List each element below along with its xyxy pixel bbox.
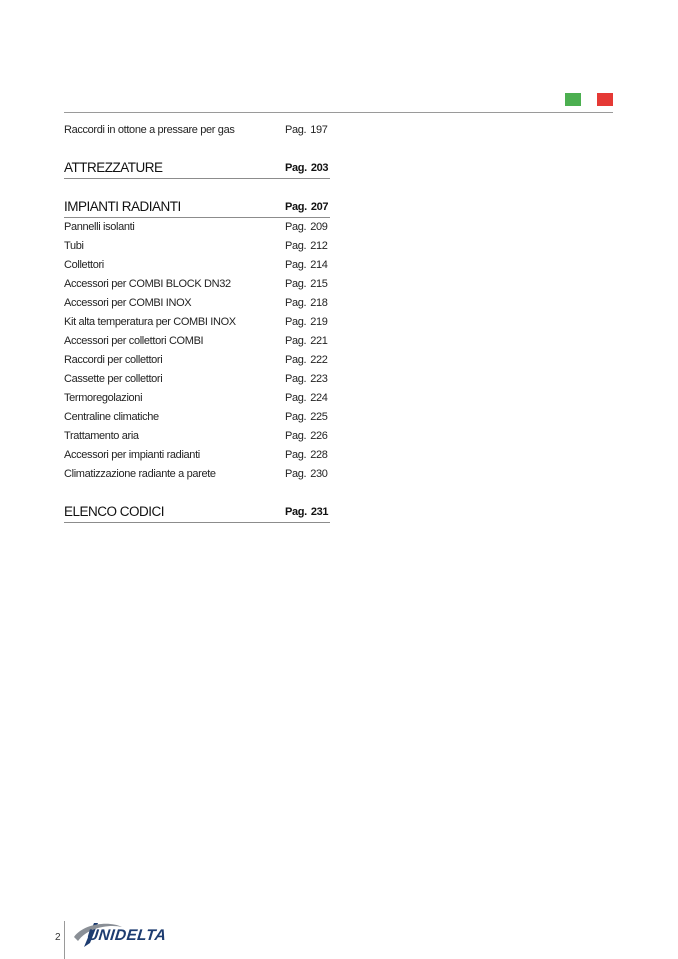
toc-entry[interactable] [64,446,330,465]
toc-entry-label: Raccordi per collettori [64,354,163,366]
toc-heading-page: Pag. 231 [285,506,329,518]
red-square-icon [597,93,613,106]
toc-heading-label: IMPIANTI RADIANTI [64,199,181,214]
toc-entry-page: Pag. 209 [285,221,328,233]
toc-entry-page: Pag. 214 [285,259,328,271]
toc-entry-label: Pannelli isolanti [64,221,135,233]
toc-heading-page: Pag. 203 [285,162,329,174]
toc-entry-label: Termoregolazioni [64,392,143,404]
toc-entry-page: Pag. 219 [285,316,328,328]
toc-entry-label: Trattamento aria [64,430,139,442]
logo-wordmark: UNIDELTA [86,927,168,944]
page-number: 2 [55,932,61,943]
toc-entry[interactable] [64,121,330,140]
toc-entry-page: Pag. 215 [285,278,328,290]
toc-entry[interactable] [64,218,330,237]
toc-entry[interactable] [64,465,330,484]
toc-entry-page: Pag. 228 [285,449,328,461]
toc-entry-label: Accessori per impianti radianti [64,449,200,461]
toc-entry-page: Pag. 224 [285,392,328,404]
toc-entry-label: Accessori per COMBI BLOCK DN32 [64,278,231,290]
toc-entry-label: Climatizzazione radiante a parete [64,468,216,480]
toc-entry[interactable] [64,370,330,389]
table-of-contents [64,121,330,523]
toc-entry[interactable] [64,275,330,294]
toc-entry-label: Tubi [64,240,84,252]
toc-entry-page: Pag. 212 [285,240,328,252]
toc-entry[interactable] [64,237,330,256]
toc-entry-label: Centraline climatiche [64,411,159,423]
toc-entry[interactable] [64,351,330,370]
toc-entry-page: Pag. 197 [285,124,328,136]
green-square-icon [565,93,581,106]
unidelta-logo [70,919,210,949]
toc-entry-page: Pag. 225 [285,411,328,423]
toc-entry[interactable] [64,256,330,275]
toc-section-heading[interactable] [64,503,330,523]
toc-entry-page: Pag. 222 [285,354,328,366]
toc-entry-page: Pag. 230 [285,468,328,480]
toc-entry-page: Pag. 221 [285,335,328,347]
toc-entry[interactable] [64,313,330,332]
toc-entry-page: Pag. 218 [285,297,328,309]
toc-entry[interactable] [64,294,330,313]
toc-section-heading[interactable] [64,159,330,179]
toc-heading-label: ELENCO CODICI [64,504,165,519]
toc-entry-label: Raccordi in ottone a pressare per gas [64,124,235,136]
toc-entry-label: Kit alta temperatura per COMBI INOX [64,316,236,328]
toc-entry[interactable] [64,332,330,351]
toc-entry-page: Pag. 226 [285,430,328,442]
footer-rule [64,921,65,959]
toc-entry-label: Accessori per COMBI INOX [64,297,192,309]
toc-entry-label: Collettori [64,259,104,271]
toc-heading-label: ATTREZZATURE [64,160,163,175]
toc-entry[interactable] [64,408,330,427]
toc-entry[interactable] [64,389,330,408]
toc-entry-page: Pag. 223 [285,373,328,385]
toc-entry-label: Cassette per collettori [64,373,163,385]
toc-heading-page: Pag. 207 [285,201,329,213]
toc-entry[interactable] [64,427,330,446]
header-rule [64,112,613,113]
toc-section-heading[interactable] [64,198,330,218]
toc-entry-label: Accessori per collettori COMBI [64,335,204,347]
